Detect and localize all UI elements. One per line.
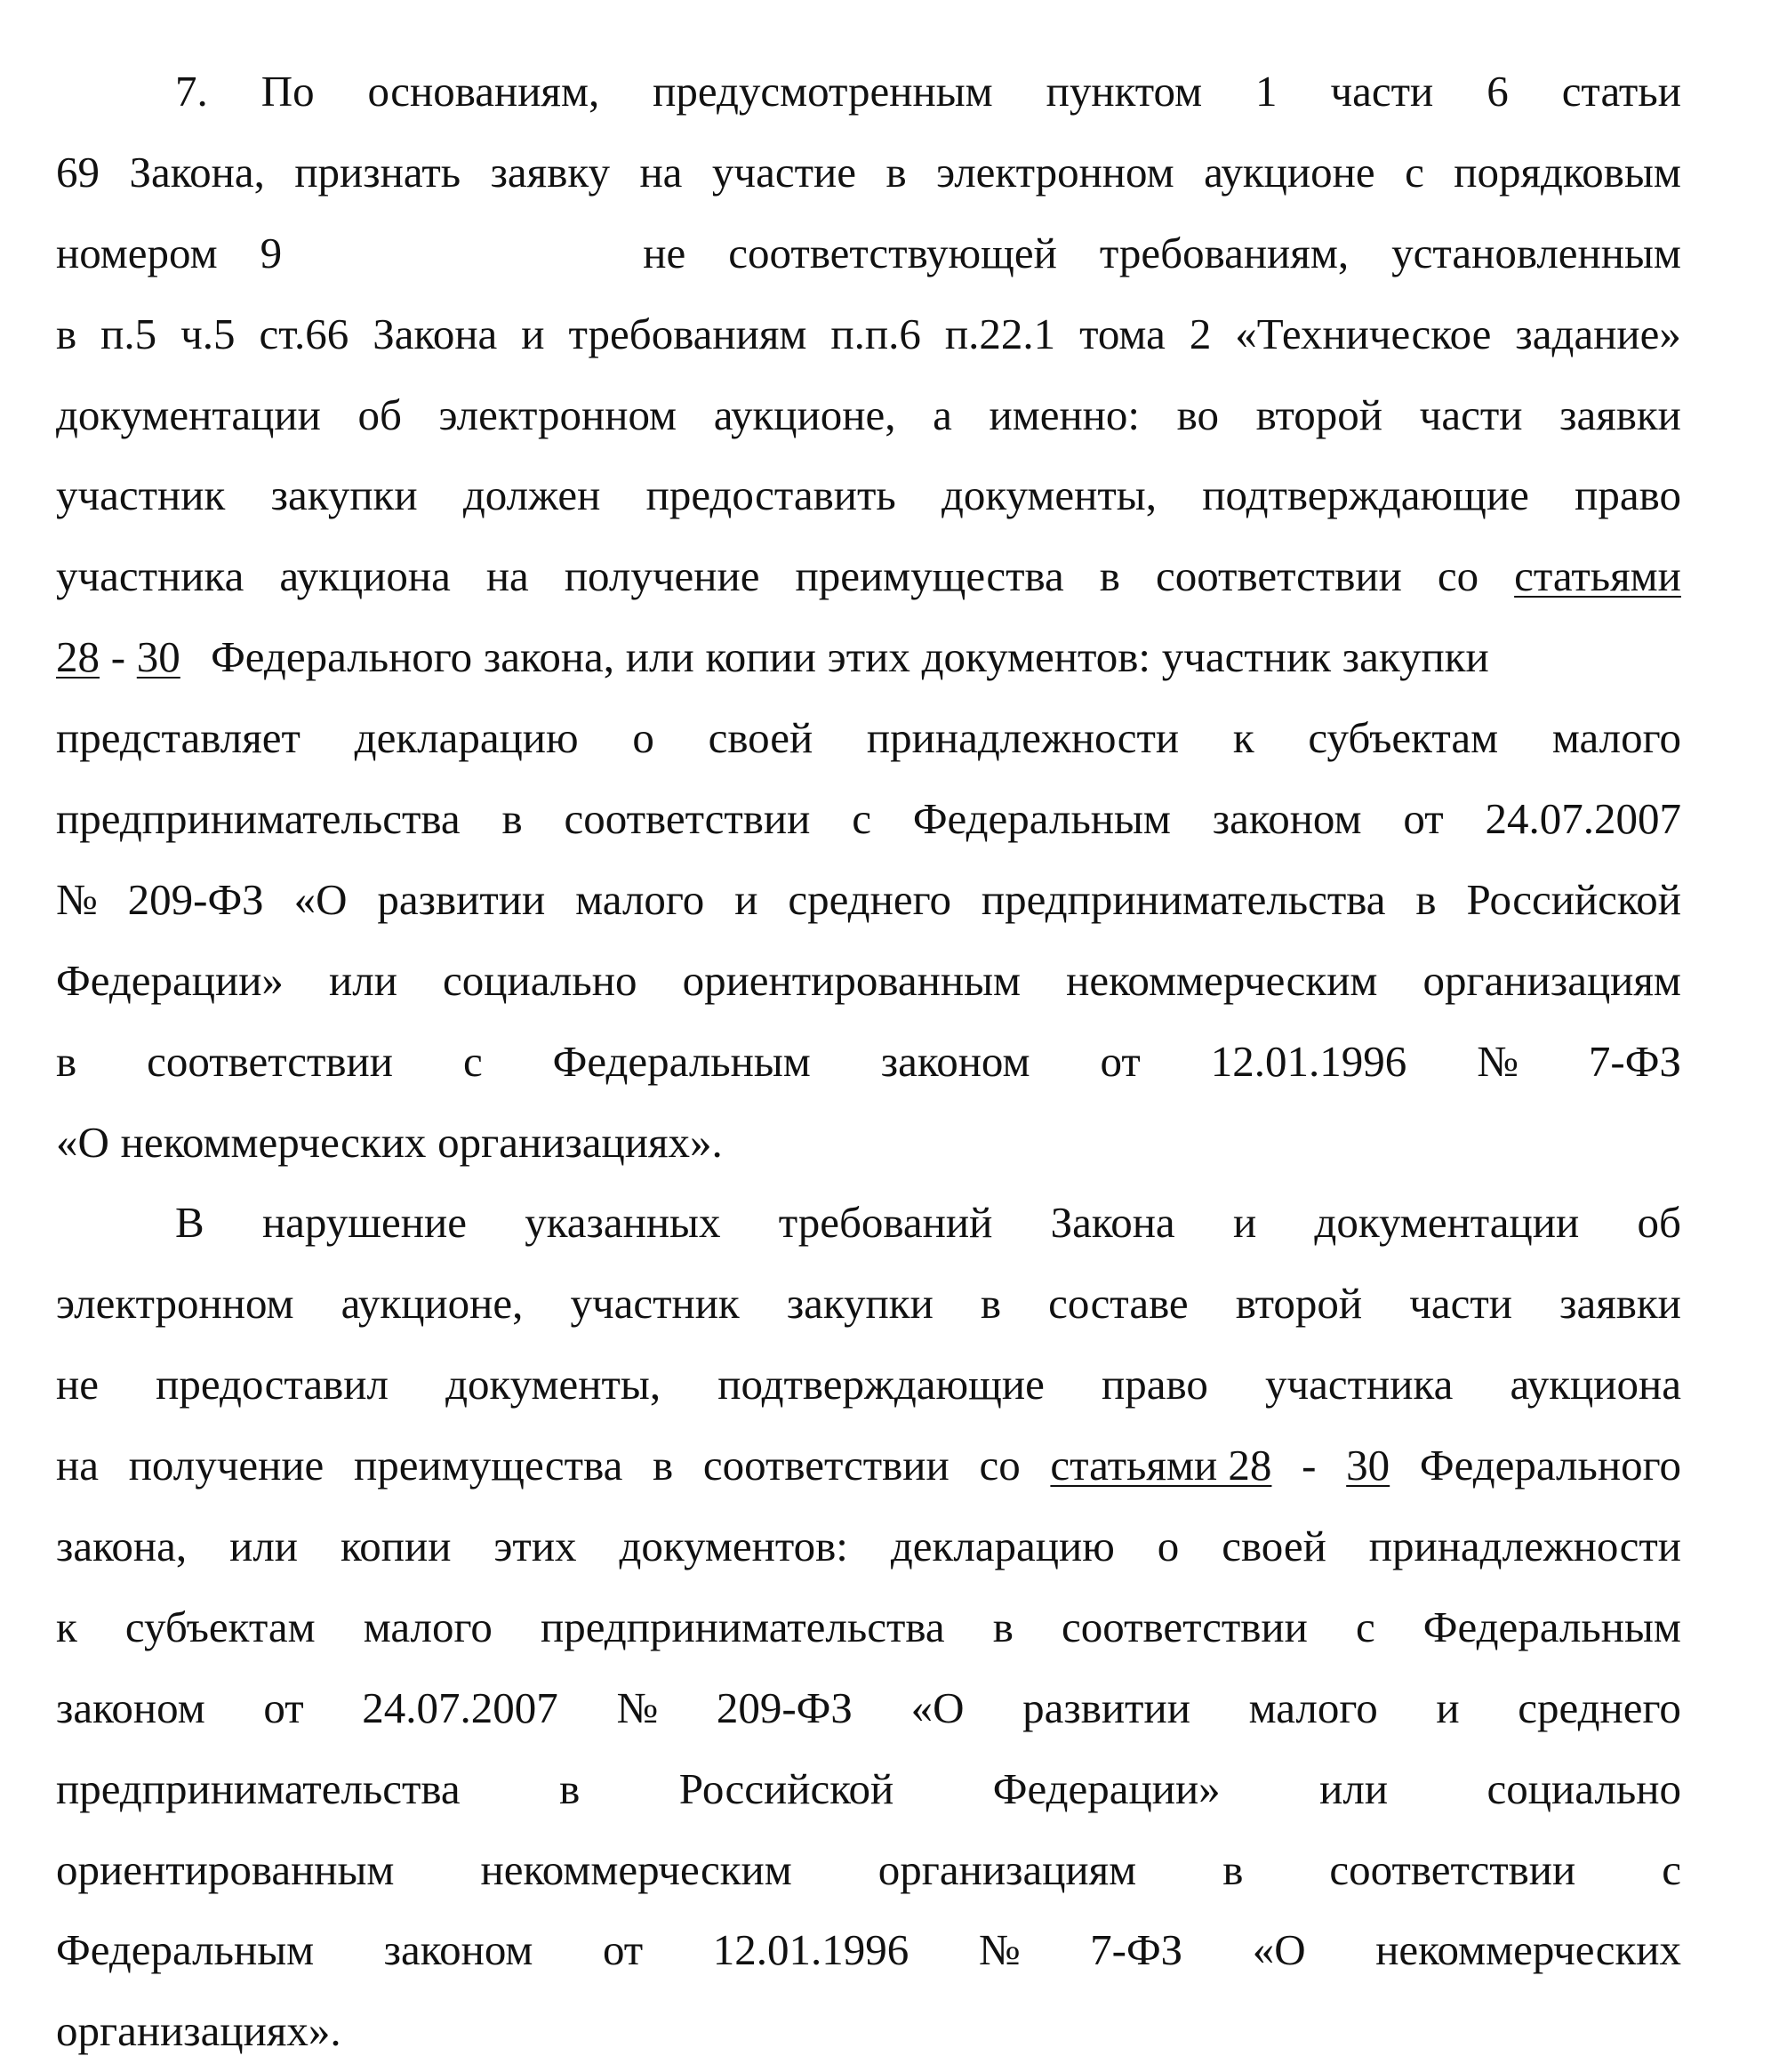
word: социально [443,955,637,1005]
word: а [933,390,952,439]
text-line [56,860,1681,941]
word: закона, [56,1522,188,1571]
word: Закона [1050,1198,1175,1248]
word: преимущества [354,1441,623,1490]
word: № [1477,1036,1519,1086]
text-line [56,1668,1681,1749]
statute-link[interactable]: статьями [1514,551,1681,601]
word: соответствии [1329,1844,1576,1894]
word: в [1222,1844,1244,1894]
word: некоммерческих [1375,1925,1681,1975]
word: в [980,1279,1002,1329]
word: № [978,1925,1021,1975]
word: предпринимательства [981,874,1386,924]
word: аукциона [1510,1360,1681,1409]
word: номером [56,228,218,277]
word: п.5 [100,309,157,358]
word: на [485,551,529,601]
word: части [1409,1279,1513,1329]
word: 24.07.2007 [362,1682,558,1732]
word: организациях». [437,1117,723,1167]
word: об [1637,1198,1681,1248]
word: в [559,1763,581,1813]
item-number: 7. [175,67,208,116]
word: от [1100,1036,1141,1086]
word: Федеральным [552,1036,811,1086]
word: электронном [56,1279,294,1329]
word: не [643,228,686,277]
word: малого [1551,713,1681,763]
text-line [56,455,1681,536]
word: копии [705,632,816,682]
word: или [329,955,397,1005]
word: документы, [445,1360,661,1409]
text-line [56,698,1681,779]
word: законом [56,1682,205,1732]
word: развитии [377,874,546,924]
text-line [56,1264,1681,1345]
word: участника [1265,1360,1454,1409]
word: принадлежности [866,713,1180,763]
word: документации [1314,1198,1580,1248]
word: аукционе, [713,390,896,439]
word: 7-ФЗ [1090,1925,1183,1975]
word: в [992,1602,1014,1651]
text-line [56,617,1681,698]
word: некоммерческим [1066,955,1378,1005]
word: 69 [56,147,100,197]
word: соответствии [147,1036,393,1086]
word: с [1662,1844,1681,1894]
word: Федерации» [992,1763,1221,1813]
word: соответствии [564,794,811,844]
word: заявку [490,147,610,197]
word: декларацию [354,713,579,763]
word: организациям [1422,955,1681,1005]
word: с [462,1036,483,1086]
word: требований [778,1198,993,1248]
word: некоммерческих [120,1117,427,1167]
word: 7-ФЗ [1588,1036,1681,1086]
word: Российской [1466,874,1681,924]
word: некоммерческим [480,1844,792,1894]
word: нарушение [261,1198,467,1248]
word: об [357,390,402,439]
word: Федерального [211,632,473,682]
word: с [1405,147,1424,197]
word: Федеральным [1422,1602,1681,1651]
word: 209-ФЗ [127,874,264,924]
word: этих [827,632,910,682]
word: на [639,147,683,197]
word: малого [575,874,705,924]
word: соответствии [702,1441,950,1490]
word: в [653,1441,674,1490]
word: требованиям, [1099,228,1350,277]
word: и [521,309,545,358]
text-line [56,133,1681,213]
statute-link[interactable]: 28 [56,632,100,682]
word: участник [570,1279,740,1329]
word: документов: [921,632,1150,682]
word: право [1575,470,1681,520]
text-line [56,941,1681,1022]
word: аукционе, [341,1279,524,1329]
word: декларацию [890,1522,1115,1571]
word: Закона [373,309,498,358]
word: организациям [877,1844,1137,1894]
text-line [56,1991,1681,2072]
text-line [56,1022,1681,1103]
text-line [56,1345,1681,1426]
word: По [260,67,315,116]
word: малого [363,1602,493,1651]
word: организациях». [56,2006,341,2056]
text-line [56,1183,1681,1264]
word: о [1157,1522,1180,1571]
text-line [56,1830,1681,1911]
word: «О [1252,1925,1306,1975]
word: в [885,147,907,197]
word: предусмотренным [653,67,993,116]
word: законом [1212,794,1362,844]
word: - [110,632,126,682]
statute-link[interactable]: 30 [1346,1441,1390,1490]
word: в [1415,874,1437,924]
text-line [56,375,1681,456]
word: Федеральным [912,794,1171,844]
word: со [1437,551,1479,601]
text-line [56,213,1681,294]
word: 1 [1255,67,1278,116]
word: не [56,1360,99,1409]
word: именно: [989,390,1141,439]
word: № [56,874,98,924]
word: или [1319,1763,1389,1813]
word: и [1436,1682,1460,1732]
word: к [56,1602,77,1651]
word: 12.01.1996 [1210,1036,1407,1086]
word: закупки [1342,632,1489,682]
word: 209-ФЗ [716,1682,853,1732]
paragraph-item-7 [56,52,1681,1183]
word: части [1419,390,1523,439]
word: участник [1161,632,1332,682]
word: закона, [483,632,615,682]
word: о [632,713,654,763]
word: социально [1487,1763,1681,1813]
word: аукциона [279,551,451,601]
word: соответствии [1061,1602,1308,1651]
word: соответствующей [728,228,1057,277]
word: принадлежности [1368,1522,1681,1571]
word: развитии [1022,1682,1190,1732]
word: В [175,1198,204,1248]
word: среднего [1518,1682,1681,1732]
word: от [1403,794,1444,844]
word: - [1302,1441,1317,1490]
text-line [56,536,1681,617]
word: в [1099,551,1120,601]
word: заявки [1559,390,1681,439]
word: установленным [1391,228,1681,277]
word: субъектам [1308,713,1499,763]
word: Закона, [129,147,265,197]
word: от [263,1682,304,1732]
word: своей [1222,1522,1326,1571]
word: «О [293,874,348,924]
text-line [56,1506,1681,1587]
word: должен [462,470,601,520]
word: ст.66 [259,309,349,358]
word: право [1102,1360,1208,1409]
text-line [56,52,1681,133]
document-body [56,52,1681,2072]
word: документации [56,390,321,439]
text-line [56,1426,1681,1506]
word: Российской [678,1763,894,1813]
word: тома [1079,309,1166,358]
word: к [1232,713,1254,763]
word: документов: [619,1522,848,1571]
word: или [229,1522,298,1571]
word: Федеральным [56,1925,315,1975]
word: закупки [270,470,418,520]
word: в [501,794,523,844]
text-line [56,1910,1681,1991]
word: законом [880,1036,1030,1086]
word: статьи [1561,67,1681,116]
paragraph-violation [56,1183,1681,2072]
word: признать [294,147,461,197]
word: и [1232,1198,1257,1248]
word: электронном [936,147,1174,197]
word: получение [564,551,760,601]
text-line [56,779,1681,860]
word: 2 [1189,309,1212,358]
statute-link[interactable]: 30 [136,632,180,682]
word: предпринимательства [56,794,461,844]
word: ориентированным [682,955,1022,1005]
word: второй [1255,390,1383,439]
word: представляет [56,713,301,763]
word: предпринимательства [56,1763,461,1813]
word: задание» [1515,309,1681,358]
word: ч.5 [180,309,236,358]
word: или [625,632,694,682]
word: составе [1048,1279,1189,1329]
word: Федерального [1419,1441,1681,1490]
word: пунктом [1046,67,1203,116]
word: «О [910,1682,965,1732]
word: преимущества [795,551,1064,601]
word: ориентированным [56,1844,395,1894]
word: с [1355,1602,1375,1651]
word: этих [493,1522,577,1571]
word: порядковым [1454,147,1681,197]
text-line [56,1749,1681,1830]
word: указанных [525,1198,721,1248]
text-line [56,1587,1681,1668]
word: документы, [942,470,1157,520]
application-number: 9 [260,228,283,277]
word: во [1176,390,1219,439]
word: на [56,1441,99,1490]
word: с [852,794,871,844]
word: от [602,1925,644,1975]
word: заявки [1559,1279,1681,1329]
word: участие [711,147,856,197]
word: малого [1248,1682,1378,1732]
statute-link[interactable]: статьями 28 [1050,1441,1272,1490]
word: в [56,1036,77,1086]
word: среднего [788,874,951,924]
word: соответствии [1155,551,1402,601]
word: предоставить [645,470,896,520]
word: участник [56,470,226,520]
word: субъектам [124,1602,316,1651]
text-line [56,1103,1681,1184]
word: 12.01.1996 [712,1925,910,1975]
text-line [56,294,1681,375]
word: второй [1235,1279,1363,1329]
word: предпринимательства [540,1602,945,1651]
word: п.п.6 [830,309,921,358]
word: со [979,1441,1021,1490]
word: законом [383,1925,533,1975]
word: подтверждающие [1202,470,1529,520]
word: участника [56,551,244,601]
word: «О [56,1117,109,1167]
word: в [56,309,77,358]
word: подтверждающие [717,1360,1045,1409]
word: п.22.1 [944,309,1056,358]
word: требованиям [568,309,807,358]
word: Федерации» [56,955,284,1005]
word: электронном [438,390,677,439]
word: 24.07.2007 [1485,794,1681,844]
word: своей [708,713,813,763]
word: и [734,874,758,924]
word: «Техническое [1235,309,1492,358]
word: основаниям, [367,67,600,116]
word: предоставил [156,1360,389,1409]
word: № [616,1682,659,1732]
word: закупки [786,1279,934,1329]
word: 6 [1487,67,1509,116]
word: части [1330,67,1434,116]
word: получение [128,1441,325,1490]
word: копии [340,1522,452,1571]
word: аукционе [1204,147,1375,197]
